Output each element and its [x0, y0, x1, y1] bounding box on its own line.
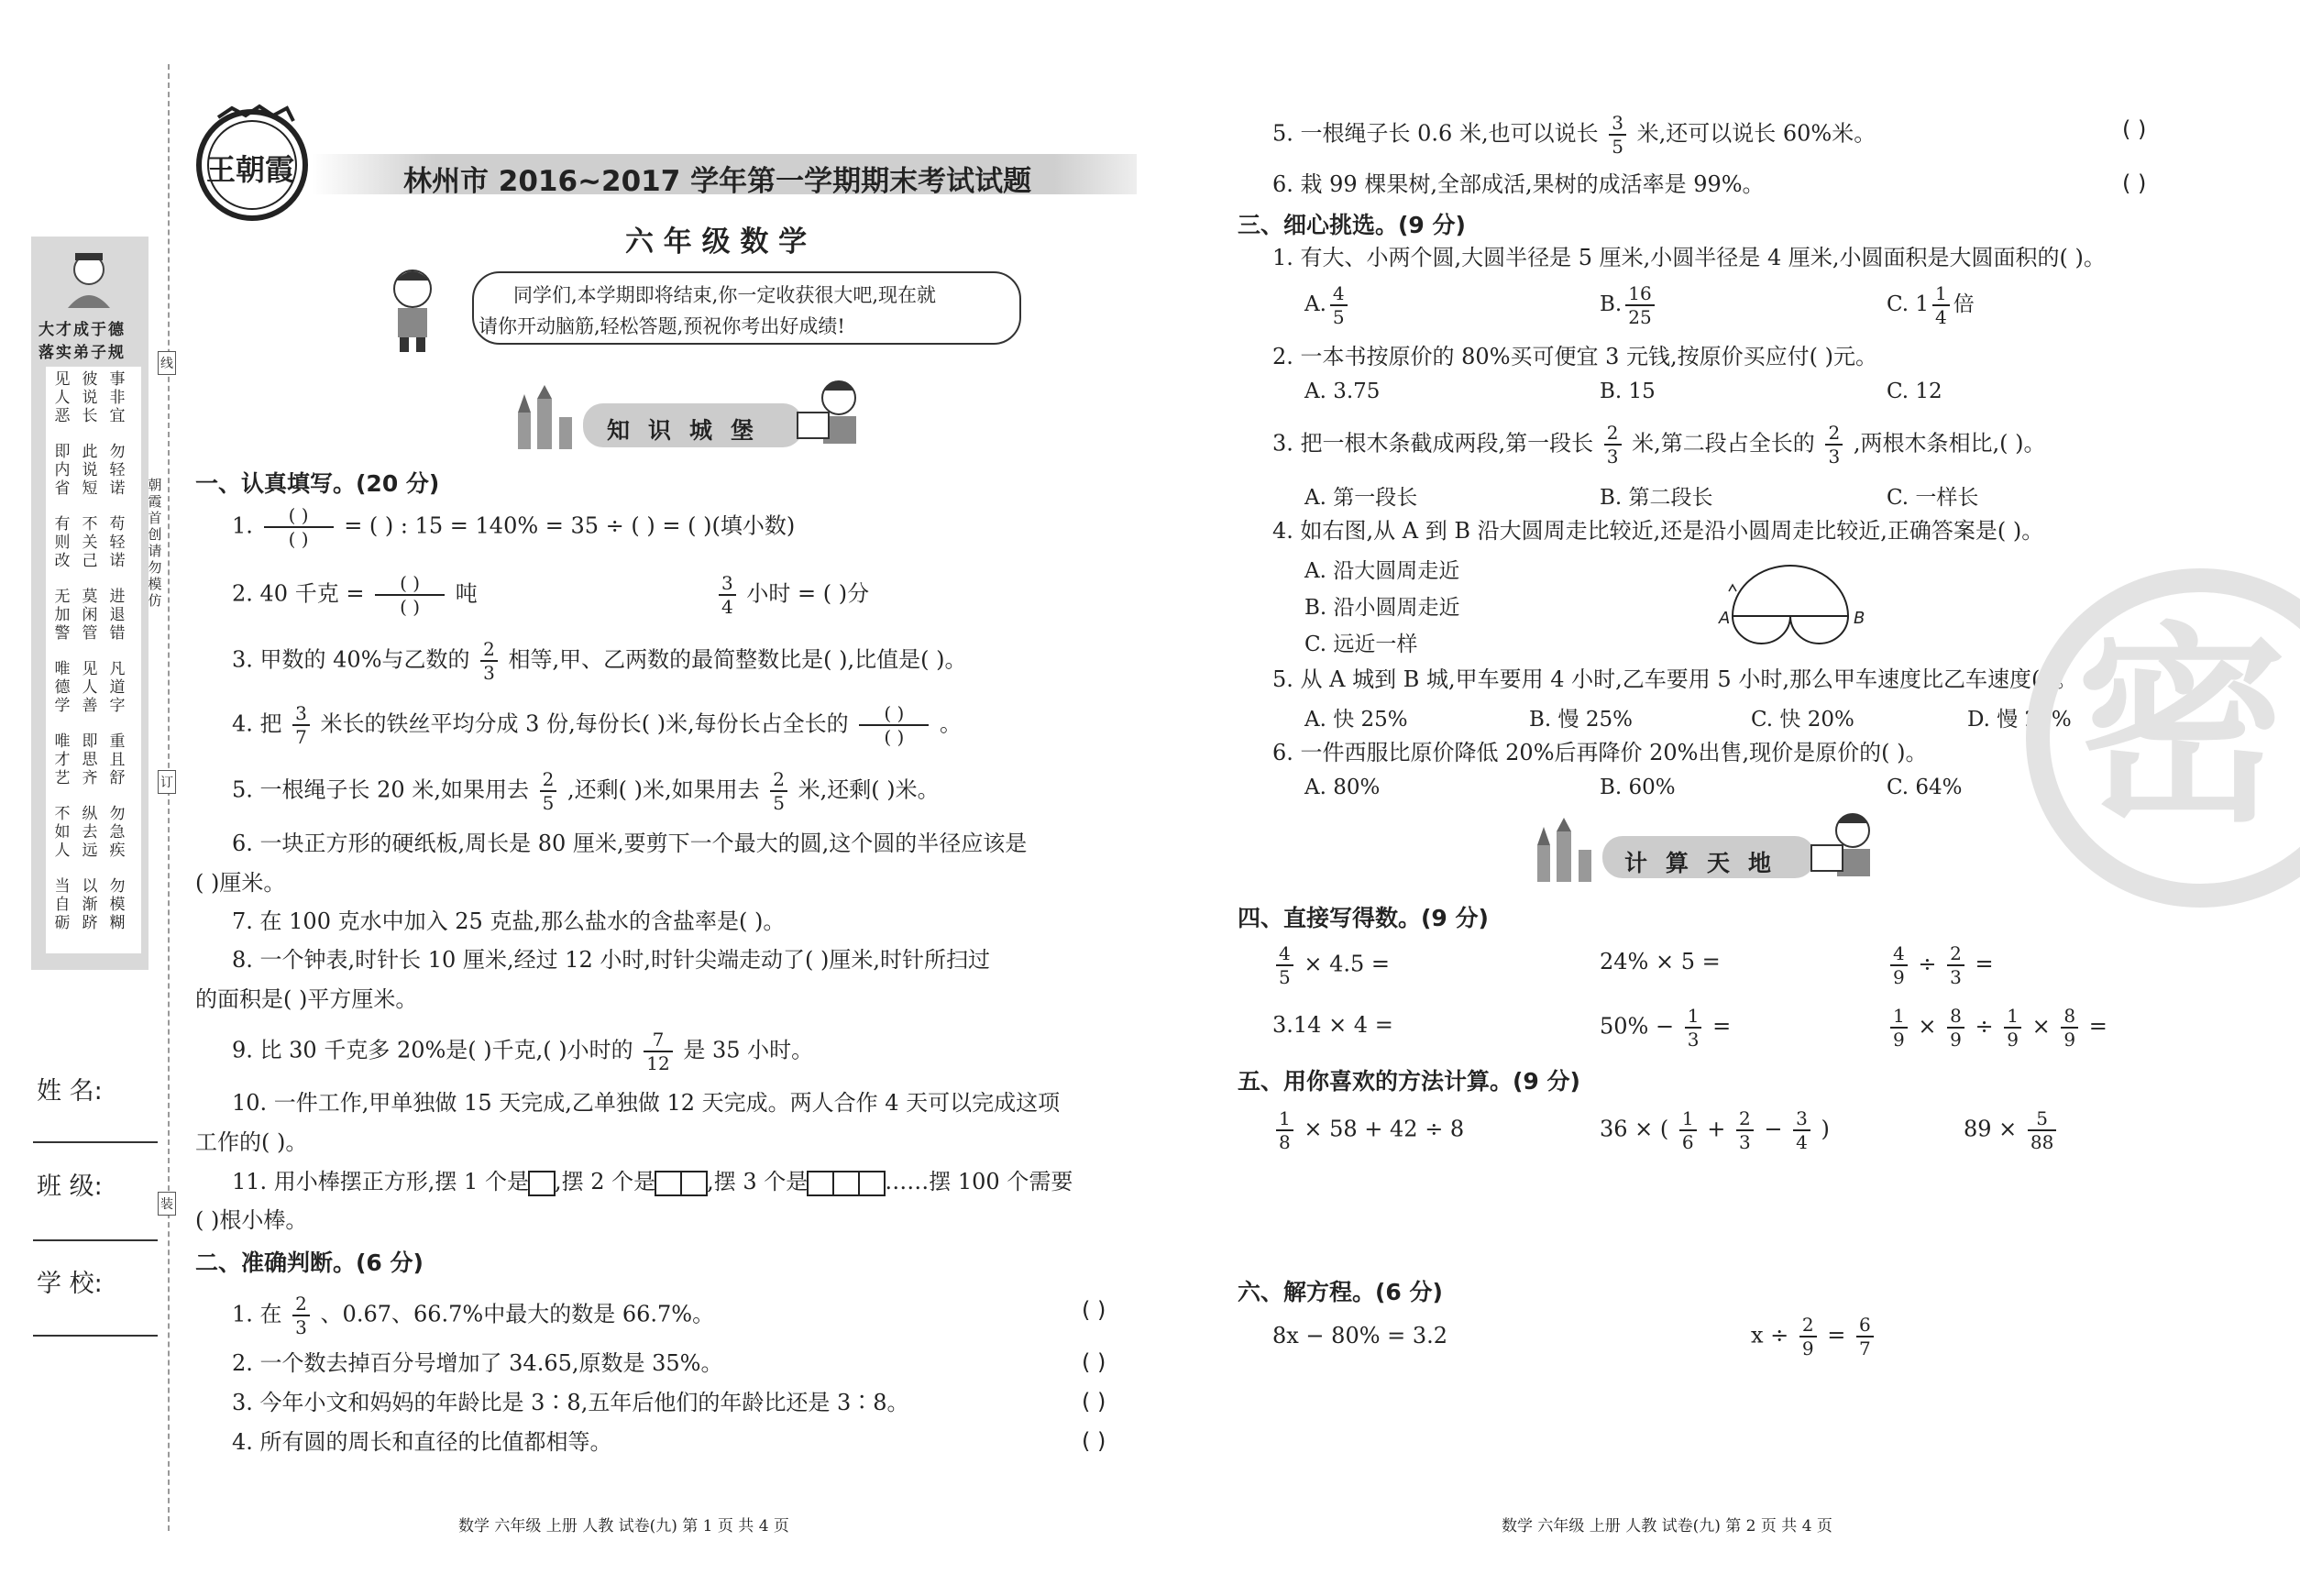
question-1-1: 1. $\frac{( )}{( )}$ = ( ) : 15 = 140% = 35 ÷ ( ) = ( )(填小数): [232, 504, 796, 550]
page-title: 林州市 2016~2017 学年第一学期期末考试试题: [403, 165, 1032, 198]
choice-6-b[interactable]: B. 60%: [1600, 776, 1676, 799]
question-1-3: 3. 甲数的 40%与乙数的 $\frac{2}{3}$ 相等,甲、乙两数的最简整数比是( ),比值是( )。: [232, 638, 967, 684]
badge-castle-left: [513, 385, 587, 449]
choice-1-c[interactable]: C. 1 $\frac{1}{4}$ 倍: [1887, 282, 1975, 328]
section-3-title: 三、细心挑选。(9 分): [1238, 212, 1466, 238]
sidebar-rule-text: 不如人: [54, 805, 71, 860]
sidebar-rule-text: 当自砺: [54, 877, 71, 932]
choice-1-a[interactable]: A. $\frac{4}{5}$: [1304, 284, 1351, 326]
secret-seal-watermark: 密: [2026, 568, 2300, 908]
question-1-8-line1: 8. 一个钟表,时针长 10 厘米,经过 12 小时,时针尖端走动了( )厘米,时针所扫过: [232, 947, 990, 973]
choice-4: 4. 如右图,从 A 到 B 沿大圆周走比较近,还是沿小圆周走比较近,正确答案是( )。: [1272, 518, 2044, 544]
seal-char-3: 装: [158, 1192, 176, 1216]
sidebar-rule-text: 即思齐: [82, 732, 98, 787]
section-2-title: 二、准确判断。(6 分): [195, 1249, 424, 1276]
question-1-4: 4. 把 $\frac{3}{7}$ 米长的铁丝平均分成 3 份,每份长( )米,每份长占全长的 $\frac{( )}{( )}$ 。: [232, 702, 962, 748]
choice-4-a[interactable]: A. 沿大圆周走近: [1304, 559, 1460, 583]
sidebar-rule-text: 以渐跻: [82, 877, 98, 932]
diagram-label-b: B: [1854, 609, 1865, 628]
choice-1: 1. 有大、小两个圆,大圆半径是 5 厘米,小圆半径是 4 厘米,小圆面积是大圆面积的( )。: [1272, 245, 2106, 270]
choice-2-a[interactable]: A. 3.75: [1304, 380, 1381, 403]
choice-5-b[interactable]: B. 慢 25%: [1529, 708, 1633, 732]
question-1-9: 9. 比 30 千克多 20%是( )千克,( )小时的 $\frac{7}{12}$ 是 35 小时。: [232, 1029, 814, 1074]
question-1-11-line2: ( )根小棒。: [195, 1207, 308, 1233]
square-1: [528, 1171, 556, 1196]
choice-3-a[interactable]: A. 第一段长: [1304, 486, 1418, 510]
circle-diagram: [1723, 559, 1861, 651]
name-label: 姓 名:: [37, 1077, 103, 1106]
expr-4-2: 24% × 5 =: [1600, 949, 1721, 974]
sidebar-rule-text: 此说短: [82, 443, 98, 498]
sidebar-rule-text: 勿急疾: [109, 805, 126, 860]
question-1-7: 7. 在 100 克水中加入 25 克盐,那么盐水的含盐率是( )。: [232, 908, 786, 934]
brand-name: 王朝霞: [206, 152, 295, 187]
sidebar-avatar: [57, 246, 121, 310]
sidebar-rule-text: 莫闲管: [82, 588, 98, 643]
choice-4-c[interactable]: C. 远近一样: [1304, 633, 1418, 656]
sidebar-rule-text: 纵去远: [82, 805, 98, 860]
judge-6-answer[interactable]: ( ): [2122, 171, 2147, 196]
sidebar-rule-text: 见人恶: [54, 370, 71, 425]
class-field[interactable]: [33, 1239, 158, 1241]
badge-reader-right: [788, 378, 871, 451]
choice-6: 6. 一件西服比原价降低 20%后再降价 20%出售,现价是原价的( )。: [1272, 740, 1928, 765]
sidebar-motto-2: 落实弟子规: [39, 344, 126, 362]
calc-badge-title: 计算天地: [1624, 850, 1790, 876]
class-label: 班 级:: [37, 1172, 103, 1201]
blank-fraction[interactable]: $\frac{( )}{( )}$: [859, 704, 929, 746]
sidebar-rule-text: 唯德学: [54, 660, 71, 715]
judge-5-answer[interactable]: ( ): [2122, 116, 2147, 142]
choice-3-b[interactable]: B. 第二段长: [1600, 486, 1713, 510]
choice-5-c[interactable]: C. 快 20%: [1751, 708, 1854, 732]
sidebar-rule-text: 苟轻诺: [109, 515, 126, 570]
choice-6-c[interactable]: C. 64%: [1887, 776, 1963, 799]
judge-1-answer[interactable]: ( ): [1082, 1297, 1106, 1323]
judge-1: 1. 在 $\frac{2}{3}$ 、0.67、66.7%中最大的数是 66.7%。: [232, 1293, 715, 1338]
judge-3-answer[interactable]: ( ): [1082, 1389, 1106, 1414]
sidebar-rule-text: 进退错: [109, 588, 126, 643]
calc-5-1: $\frac{1}{8}$ × 58 + 42 ÷ 8: [1272, 1109, 1464, 1151]
seal-char-2: 订: [158, 770, 176, 794]
question-1-11: 11. 用小棒摆正方形,摆 1 个是 ,摆 2 个是 ,摆 3 个是 ……摆 100 个需要: [232, 1169, 1073, 1194]
question-1-5: 5. 一根绳子长 20 米,如果用去 $\frac{2}{5}$ ,还剩( )米,如果用去 $\frac{2}{5}$ 米,还剩( )米。: [232, 768, 940, 814]
blank-fraction[interactable]: $\frac{( )}{( )}$: [375, 574, 445, 616]
choice-5-a[interactable]: A. 快 25%: [1304, 708, 1408, 732]
choice-2-b[interactable]: B. 15: [1600, 380, 1656, 403]
section-4-title: 四、直接写得数。(9 分): [1238, 905, 1489, 931]
question-1-10-line1: 10. 一件工作,甲单独做 15 天完成,乙单独做 12 天完成。两人合作 4 天可以完成这项: [232, 1090, 1061, 1116]
sidebar-rule-text: 重且舒: [109, 732, 126, 787]
choice-1-b[interactable]: B. $\frac{16}{25}$: [1600, 284, 1658, 326]
sidebar-rule-text: 即内省: [54, 443, 71, 498]
question-1-2b: $\frac{3}{4}$ 小时 = ( )分: [715, 574, 869, 616]
section-1-title: 一、认真填写。(20 分): [195, 470, 440, 497]
equation-1: 8x − 80% = 3.2: [1272, 1323, 1448, 1348]
judge-6: 6. 栽 99 棵果树,全部成活,果树的成活率是 99%。: [1272, 171, 1765, 197]
footer-right: 数学 六年级 上册 人教 试卷(九) 第 2 页 共 4 页: [1502, 1517, 1832, 1535]
question-1-6-line1: 6. 一块正方形的硬纸板,周长是 80 厘米,要剪下一个最大的圆,这个圆的半径应该是: [232, 831, 1028, 856]
choice-6-a[interactable]: A. 80%: [1304, 776, 1381, 799]
expr-4-5: 50% − $\frac{1}{3}$ =: [1600, 1005, 1732, 1051]
equation-2: x ÷ $\frac{2}{9}$ = $\frac{6}{7}$: [1751, 1315, 1877, 1358]
diagram-label-a: A: [1719, 609, 1731, 628]
choice-2: 2. 一本书按原价的 80%买可便宜 3 元钱,按原价买应付( )元。: [1272, 344, 1878, 369]
copyright-note: 朝霞首创 请勿模仿: [148, 477, 162, 609]
footer-left: 数学 六年级 上册 人教 试卷(九) 第 1 页 共 4 页: [458, 1517, 789, 1535]
badge-castle-left-2: [1533, 818, 1606, 882]
school-field[interactable]: [33, 1335, 158, 1337]
name-field[interactable]: [33, 1141, 158, 1143]
question-1-8-line2: 的面积是( )平方厘米。: [195, 986, 418, 1012]
question-1-10-line2: 工作的( )。: [195, 1129, 308, 1155]
judge-5: 5. 一根绳子长 0.6 米,也可以说长 $\frac{3}{5}$ 米,还可以说长 60%米。: [1272, 112, 1876, 158]
sidebar-motto-1: 大才成于德: [39, 321, 126, 339]
sidebar-rule-text: 不关己: [82, 515, 98, 570]
expr-4-4: 3.14 × 4 =: [1272, 1012, 1393, 1038]
sidebar-rule-text: 彼说长: [82, 370, 98, 425]
badge-reader-right-2: [1802, 810, 1885, 884]
blank-fraction[interactable]: $\frac{( )}{( )}$: [264, 506, 334, 548]
binding-line: [168, 64, 170, 1531]
expr-4-1: $\frac{4}{5}$ × 4.5 =: [1272, 944, 1390, 986]
judge-2-answer[interactable]: ( ): [1082, 1349, 1106, 1375]
section-6-title: 六、解方程。(6 分): [1238, 1279, 1443, 1305]
knowledge-badge-title: 知识城堡: [607, 417, 773, 444]
judge-4-answer[interactable]: ( ): [1082, 1428, 1106, 1454]
question-1-6-line2: ( )厘米。: [195, 870, 286, 896]
sidebar-rule-text: 见人善: [82, 660, 98, 715]
calc-5-3: 89 × $\frac{5}{88}$: [1964, 1109, 2060, 1151]
question-1-2a: 2. 40 千克 = $\frac{( )}{( )}$ 吨: [232, 572, 478, 618]
sidebar-rule-text: 有则改: [54, 515, 71, 570]
section-5-title: 五、用你喜欢的方法计算。(9 分): [1238, 1068, 1580, 1095]
sidebar-rule-text: 勿模糊: [109, 877, 126, 932]
sidebar-rule-text: 勿轻诺: [109, 443, 126, 498]
student-cartoon: [376, 266, 449, 353]
sidebar-rule-text: 凡道字: [109, 660, 126, 715]
sidebar-rule-text: 事非宜: [109, 370, 126, 425]
choice-2-c[interactable]: C. 12: [1887, 380, 1942, 403]
school-label: 学 校:: [37, 1270, 103, 1298]
greeting-line-2: 请你开动脑筋,轻松答题,预祝你考出好成绩!: [479, 315, 845, 337]
judge-3: 3. 今年小文和妈妈的年龄比是 3∶8,五年后他们的年龄比还是 3∶8。: [232, 1390, 909, 1415]
subject-title: 六 年 级 数 学: [625, 226, 808, 259]
calc-5-2: 36 × ( $\frac{1}{6}$ + $\frac{2}{3}$ − $\frac{3}{4}$ ): [1600, 1107, 1830, 1153]
expr-4-6: $\frac{1}{9}$ × $\frac{8}{9}$ ÷ $\frac{1}{9}$ × $\frac{8}{9}$ =: [1887, 1007, 2107, 1049]
choice-4-b[interactable]: B. 沿小圆周走近: [1304, 596, 1460, 620]
choice-3: 3. 把一根木条截成两段,第一段长 $\frac{2}{3}$ 米,第二段占全长的 $\frac{2}{3}$ ,两根木条相比,( )。: [1272, 422, 2046, 468]
sidebar-rule-text: 无加警: [54, 588, 71, 643]
sidebar-rule-text: 唯才艺: [54, 732, 71, 787]
choice-3-c[interactable]: C. 一样长: [1887, 486, 1979, 510]
seal-char-1: 线: [158, 351, 176, 375]
choice-5: 5. 从 A 城到 B 城,甲车要用 4 小时,乙车要用 5 小时,那么甲车速度比乙车速度( )。: [1272, 666, 2078, 692]
greeting-line-1: 同学们,本学期即将结束,你一定收获很大吧,现在就: [513, 284, 937, 306]
judge-2: 2. 一个数去掉百分号增加了 34.65,原数是 35%。: [232, 1350, 723, 1376]
judge-4: 4. 所有圆的周长和直径的比值都相等。: [232, 1429, 612, 1455]
choice-5-d[interactable]: D. 慢 20%: [1967, 708, 2072, 732]
expr-4-3: $\frac{4}{9}$ ÷ $\frac{2}{3}$ =: [1887, 944, 1994, 986]
